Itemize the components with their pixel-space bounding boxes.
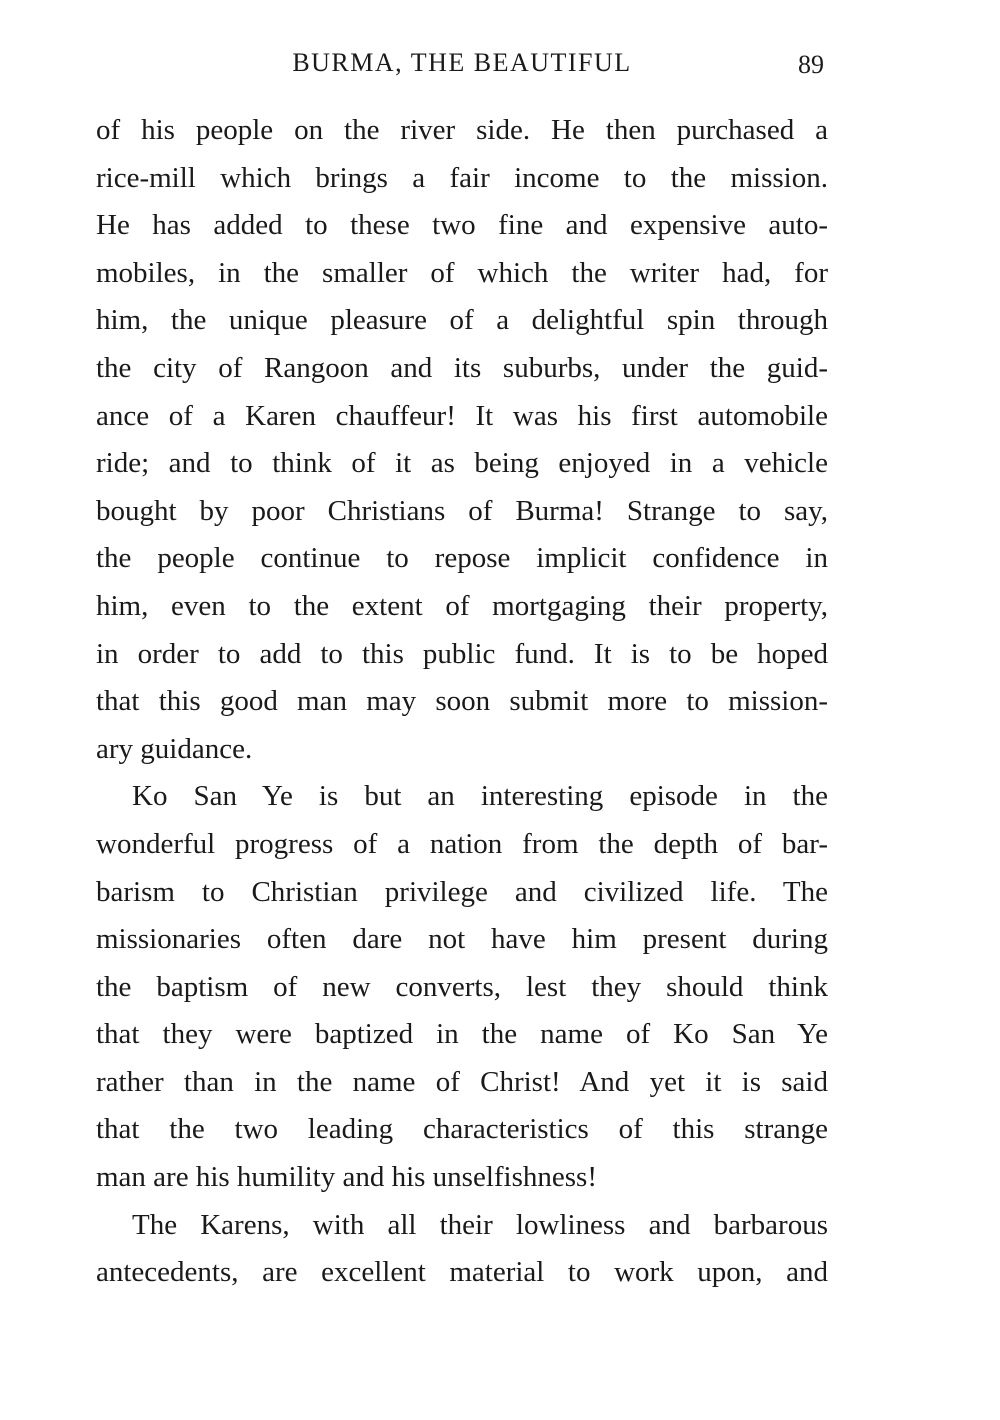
text-line: that the two leading characteristics of this strange: [96, 1113, 828, 1146]
text-line: the city of Rangoon and its suburbs, under the guid-: [96, 351, 828, 384]
text-line: man are his humility and his unselfishness!: [96, 1161, 597, 1194]
text-line: rice-mill which brings a fair income to the mission.: [96, 161, 828, 194]
running-title: BURMA, THE BEAUTIFUL: [292, 48, 632, 77]
text-line: antecedents, are excellent material to work upon, and: [96, 1256, 828, 1289]
text-line: rather than in the name of Christ! And yet it is said: [96, 1065, 828, 1098]
page-number: 89: [798, 50, 824, 79]
body-text: [96, 107, 828, 1297]
text-line: ary guidance.: [96, 732, 253, 765]
text-line: Ko San Ye is but an interesting episode in the: [132, 780, 828, 813]
text-line: ride; and to think of it as being enjoyed in a vehicle: [96, 447, 828, 480]
text-line: bought by poor Christians of Burma! Strange to say,: [96, 494, 828, 527]
paragraph-1: [96, 107, 828, 773]
paragraph-3: [96, 1202, 828, 1297]
text-line: barism to Christian privilege and civilized life. The: [96, 875, 828, 908]
text-line: him, the unique pleasure of a delightful spin through: [96, 304, 828, 337]
text-line: the baptism of new converts, lest they should think: [96, 970, 828, 1003]
text-line: him, even to the extent of mortgaging their property,: [96, 589, 828, 622]
text-line: ance of a Karen chauffeur! It was his first automobile: [96, 399, 828, 432]
text-line: the people continue to repose implicit confidence in: [96, 542, 828, 575]
text-line: that this good man may soon submit more to mission-: [96, 685, 828, 718]
text-line: missionaries often dare not have him present during: [96, 923, 828, 956]
text-line: The Karens, with all their lowliness and barbarous: [132, 1208, 828, 1241]
text-line: of his people on the river side. He then purchased a: [96, 114, 828, 146]
text-line: He has added to these two fine and expensive auto-: [96, 209, 828, 242]
paragraph-2: [96, 773, 828, 1201]
text-line: mobiles, in the smaller of which the writer had, for: [96, 256, 828, 289]
text-line: in order to add to this public fund. It is to be hoped: [96, 637, 828, 670]
text-line: that they were baptized in the name of Ko San Ye: [96, 1018, 828, 1051]
running-head: [96, 48, 828, 80]
text-line: wonderful progress of a nation from the depth of bar-: [96, 827, 828, 860]
